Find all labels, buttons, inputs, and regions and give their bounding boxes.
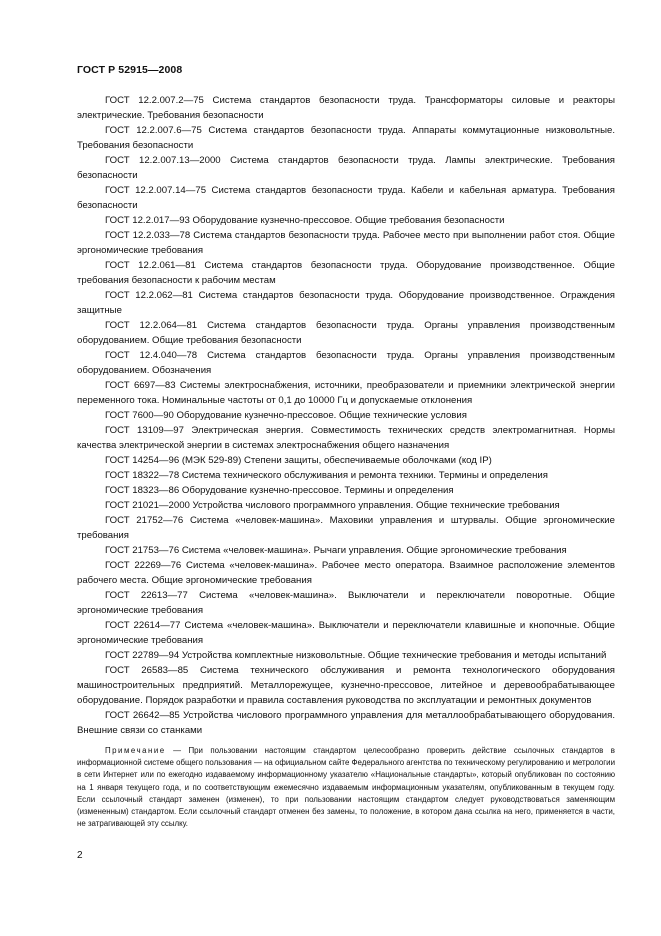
reference-title: Оборудование кузнечно-прессовое. Общие технические условия [176,410,467,421]
reference-item [77,513,615,543]
reference-title: Система стандартов безопасности труда. Лампы электрические. Требования безопасности [77,155,616,181]
reference-code: ГОСТ 22789—94 [105,650,180,661]
reference-code: ГОСТ 26642—85 [105,710,180,721]
reference-item [77,588,615,618]
reference-code: ГОСТ 12.2.017—93 [105,215,190,226]
reference-item [77,408,615,423]
reference-title: Система «человек-машина». Рабочее место оператора. Взаимное расположение элементов рабочего места. Общие эргономические требования [77,560,615,586]
reference-item [77,318,615,348]
reference-code: ГОСТ 18322—78 [105,470,180,481]
reference-code: ГОСТ 22269—76 [105,560,182,571]
reference-item [77,708,615,738]
normative-references-list [77,93,615,738]
reference-code: ГОСТ 21753—76 [105,545,180,556]
reference-item [77,468,615,483]
reference-item [77,378,615,408]
reference-item [77,423,615,453]
reference-title: Система стандартов безопасности труда. Кабели и кабельная арматура. Требования безопасности [77,185,615,211]
reference-item [77,183,615,213]
reference-title: Система стандартов безопасности труда. Аппараты коммутационные низковольтные. Требования безопасности [77,125,616,151]
reference-code: ГОСТ 18323—86 [105,485,180,496]
reference-code: ГОСТ 22614—77 [105,620,181,631]
note-text: — При пользовании настоящим стандартом целесообразно проверить действие ссылочных стандартов в информационной системе общего пользования — на официальном сайте Федерального агентства по техническому регулированию и метрологии в сети Интернет или по ежегодно издаваемому информационному указателю «Национальные стандарты», который опубликован по состоянию на 1 января текущего года, и по соответствующим ежемесячно издаваемым информационным указателям, опубликованным в текущем году. Если ссылочный стандарт заменен (изменен), то при пользовании настоящим стандартом следует руководствоваться заменяющим (измененным) стандартом. Если ссылочный стандарт отменен без замены, то положение, в котором дана ссылка на него, применяется в части, не затрагивающей эту ссылку. [77,746,616,829]
reference-item [77,348,615,378]
reference-code: ГОСТ 12.2.007.6—75 [105,125,202,136]
reference-title: Система технического обслуживания и ремонта техники. Термины и определения [181,470,548,481]
reference-title: Устройства комплектные низковольтные. Общие технические требования и методы испытаний [181,650,607,661]
reference-code: ГОСТ 6697—83 [105,380,176,391]
reference-item [77,228,615,258]
reference-item [77,213,615,228]
reference-item [77,498,615,513]
reference-title: Система «человек-машина». Выключатели и переключатели клавишные и кнопочные. Общие эргономические требования [77,620,615,646]
reference-title: Система стандартов безопасности труда. Оборудование производственное. Ограждения защитные [77,290,616,316]
reference-title: Система стандартов безопасности труда. Рабочее место при выполнении работ стоя. Общие эргономические требования [77,230,615,256]
reference-code: ГОСТ 21021—2000 [105,500,190,511]
reference-title: Система «человек-машина». Выключатели и переключатели поворотные. Общие эргономические требования [77,590,615,616]
reference-title: Система «человек-машина». Рычаги управления. Общие эргономические требования [181,545,567,556]
reference-item [77,453,615,468]
reference-title: Устройства числового программного управления. Общие технические требования [192,500,560,511]
reference-code: ГОСТ 12.2.033—78 [105,230,191,241]
reference-code: ГОСТ 13109—97 [105,425,184,436]
reference-title: Система технического обслуживания и ремонта технологического оборудования машиностроительных предприятий. Металлорежущее, кузнечно-прессовое, литейное и деревообрабатывающее оборудование. Порядок разработки и правила составления руководства по эксплуатации и ремонтных документов [77,665,616,706]
reference-item [77,558,615,588]
reference-item [77,123,615,153]
reference-item [77,663,615,708]
reference-item [77,93,615,123]
reference-code: ГОСТ 26583—85 [105,665,189,676]
reference-item [77,258,615,288]
reference-title: Системы электроснабжения, источники, преобразователи и приемники электрической энергии переменного тока. Номинальные частоты от 0,1 до 10000 Гц и допускаемые отклонения [77,380,615,406]
note-label: Примечание [105,746,166,755]
reference-code: ГОСТ 12.2.007.2—75 [105,95,204,106]
page-number: 2 [77,850,83,861]
reference-item [77,648,615,663]
document-header: ГОСТ Р 52915—2008 [77,64,183,76]
reference-code: ГОСТ 14254—96 (МЭК 529-89) [105,455,242,466]
reference-title: Устройства числового программного управления для металлообрабатывающего оборудования. Внешние связи со станками [77,710,615,736]
reference-item [77,483,615,498]
reference-code: ГОСТ 21752—76 [105,515,184,526]
reference-code: ГОСТ 12.2.007.14—75 [105,185,207,196]
reference-title: Оборудование кузнечно-прессовое. Общие требования безопасности [192,215,505,226]
reference-title: Система стандартов безопасности труда. Трансформаторы силовые и реакторы электрические. Требования безопасности [77,95,615,121]
reference-item [77,288,615,318]
reference-code: ГОСТ 12.2.007.13—2000 [105,155,221,166]
reference-title: Система стандартов безопасности труда. Органы управления производственным оборудованием. Общие требования безопасности [77,320,615,346]
reference-code: ГОСТ 22613—77 [105,590,188,601]
reference-item [77,543,615,558]
reference-item [77,153,615,183]
reference-code: ГОСТ 12.4.040—78 [105,350,198,361]
note-block [77,745,615,830]
reference-title: Система стандартов безопасности труда. Органы управления производственным оборудованием. Обозначения [77,350,615,376]
reference-code: ГОСТ 12.2.064—81 [105,320,198,331]
reference-title: Электрическая энергия. Совместимость технических средств электромагнитная. Нормы качества электрической энергии в системах электроснабжения общего назначения [77,425,615,451]
reference-title: Оборудование кузнечно-прессовое. Термины и определения [181,485,454,496]
reference-code: ГОСТ 12.2.062—81 [105,290,193,301]
reference-title: Система стандартов безопасности труда. Оборудование производственное. Общие требования безопасности к рабочим местам [77,260,615,286]
reference-title: Система «человек-машина». Маховики управления и штурвалы. Общие эргономические требования [77,515,616,541]
reference-title: Степени защиты, обеспечиваемые оболочками (код IP) [243,455,492,466]
reference-code: ГОСТ 7600—90 [105,410,174,421]
reference-code: ГОСТ 12.2.061—81 [105,260,196,271]
reference-item [77,618,615,648]
